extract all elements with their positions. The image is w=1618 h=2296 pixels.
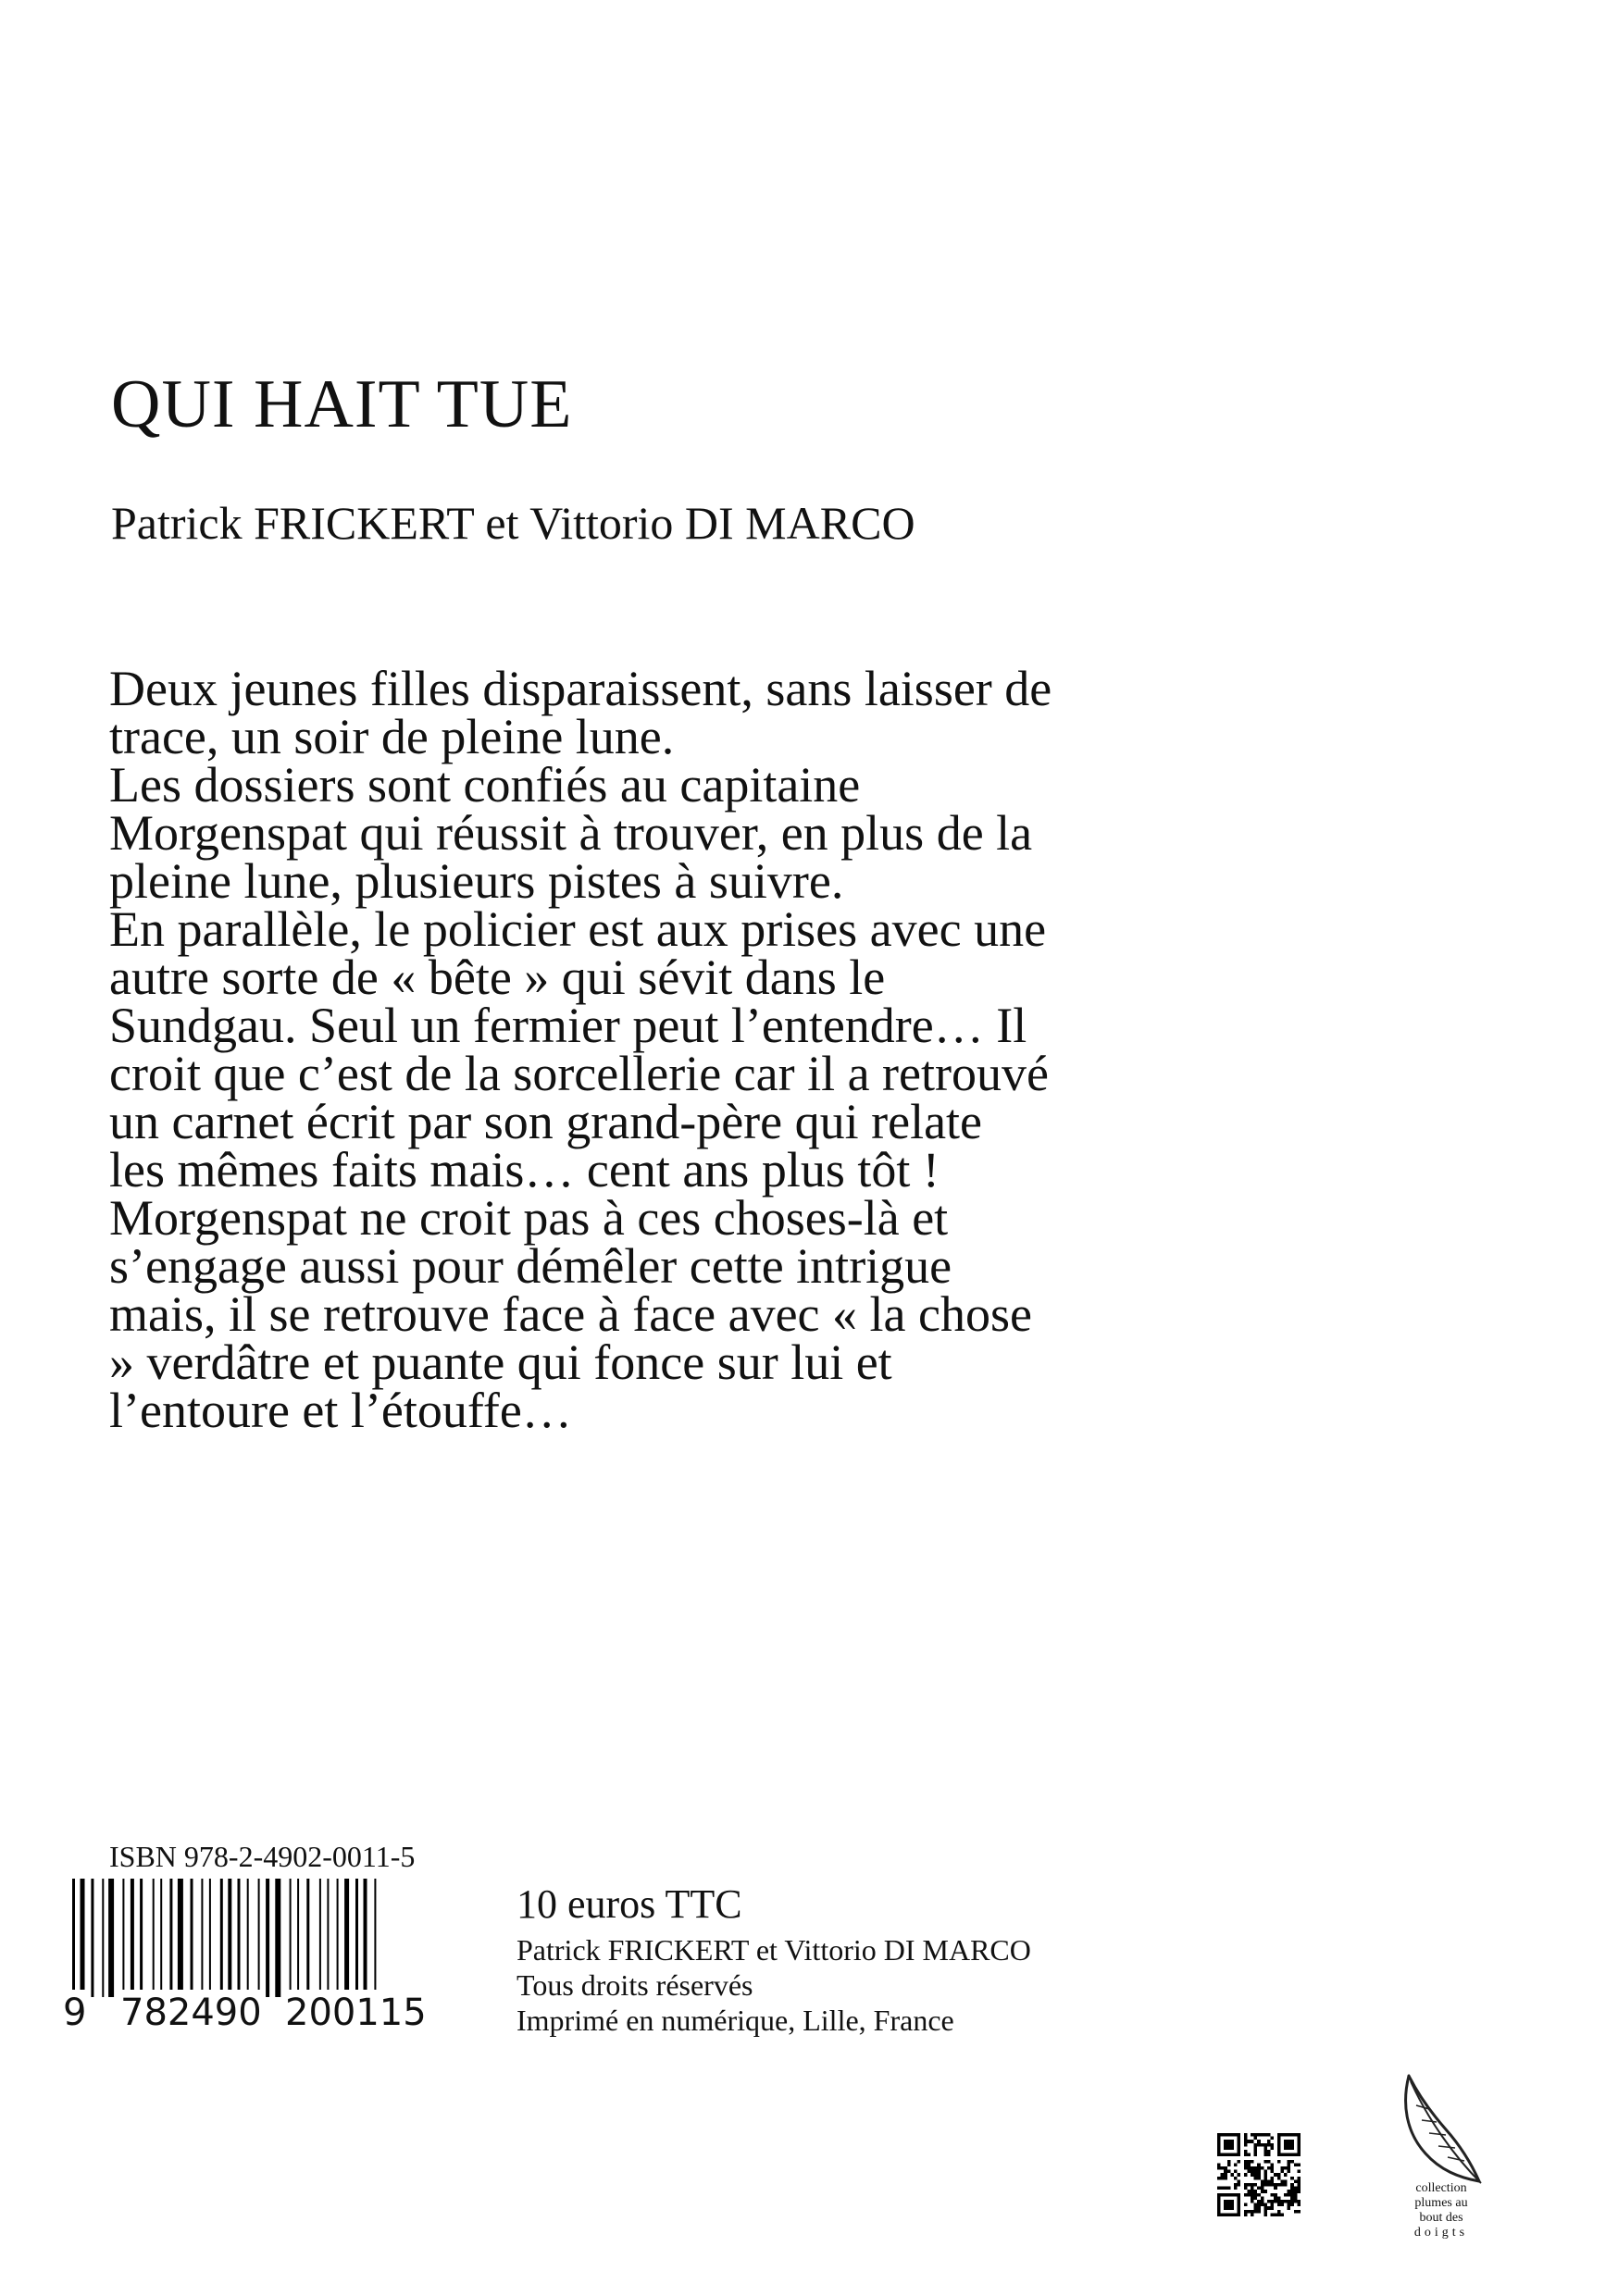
imprint bbox=[517, 1932, 1031, 2038]
imprint-printed: Imprimé en numérique, Lille, France bbox=[517, 2004, 954, 2037]
qr-code-icon bbox=[1217, 2133, 1301, 2216]
imprint-rights: Tous droits réservés bbox=[517, 1968, 753, 2002]
blurb bbox=[109, 661, 1257, 1438]
book-title: QUI HAIT TUE bbox=[111, 366, 573, 442]
blurb-line: Sundgau. Seul un fermier peut l’entendre… Il bbox=[109, 998, 1027, 1053]
logo-line: collection bbox=[1415, 2181, 1467, 2195]
blurb-line: un carnet écrit par son grand-père qui relate bbox=[109, 1094, 983, 1149]
blurb-line: les mêmes faits mais… cent ans plus tôt ! bbox=[109, 1142, 940, 1198]
blurb-line: Morgenspat ne croit pas à ces choses-là et bbox=[109, 1190, 949, 1246]
blurb-line: autre sorte de « bête » qui sévit dans le bbox=[109, 949, 886, 1005]
blurb-line: pleine lune, plusieurs pistes à suivre. bbox=[109, 853, 844, 909]
barcode-digit-first: 9 bbox=[63, 1992, 87, 2034]
feather-icon bbox=[1388, 2068, 1490, 2272]
collection-logo-text bbox=[1372, 2181, 1511, 2240]
logo-line: plumes au bbox=[1414, 2196, 1468, 2210]
blurb-line: Deux jeunes filles disparaissent, sans laisser de bbox=[109, 661, 1052, 716]
blurb-line: l’entoure et l’étouffe… bbox=[109, 1383, 572, 1438]
blurb-line: mais, il se retrouve face à face avec « la chose bbox=[109, 1286, 1032, 1342]
blurb-line: » verdâtre et puante qui fonce sur lui et bbox=[109, 1334, 892, 1390]
imprint-authors: Patrick FRICKERT et Vittorio DI MARCO bbox=[517, 1933, 1031, 1967]
blurb-line: trace, un soir de pleine lune. bbox=[109, 709, 675, 764]
blurb-line: Les dossiers sont confiés au capitaine bbox=[109, 757, 861, 813]
logo-line: bout des bbox=[1419, 2211, 1463, 2225]
barcode-digits bbox=[63, 1990, 455, 2036]
blurb-line: s’engage aussi pour démêler cette intrigue bbox=[109, 1238, 952, 1294]
logo-line: doigts bbox=[1413, 2226, 1469, 2240]
isbn-label: ISBN 978-2-4902-0011-5 bbox=[109, 1840, 416, 1873]
barcode-digits-left: 782490 bbox=[120, 1992, 262, 2034]
blurb-line: croit que c’est de la sorcellerie car il a retrouvé bbox=[109, 1046, 1049, 1101]
book-authors: Patrick FRICKERT et Vittorio DI MARCO bbox=[111, 497, 915, 549]
blurb-line: En parallèle, le policier est aux prises avec une bbox=[109, 901, 1047, 957]
price: 10 euros TTC bbox=[517, 1881, 742, 1927]
barcode-digits-right: 200115 bbox=[285, 1992, 427, 2034]
blurb-line: Morgenspat qui réussit à trouver, en plus de la bbox=[109, 805, 1033, 861]
